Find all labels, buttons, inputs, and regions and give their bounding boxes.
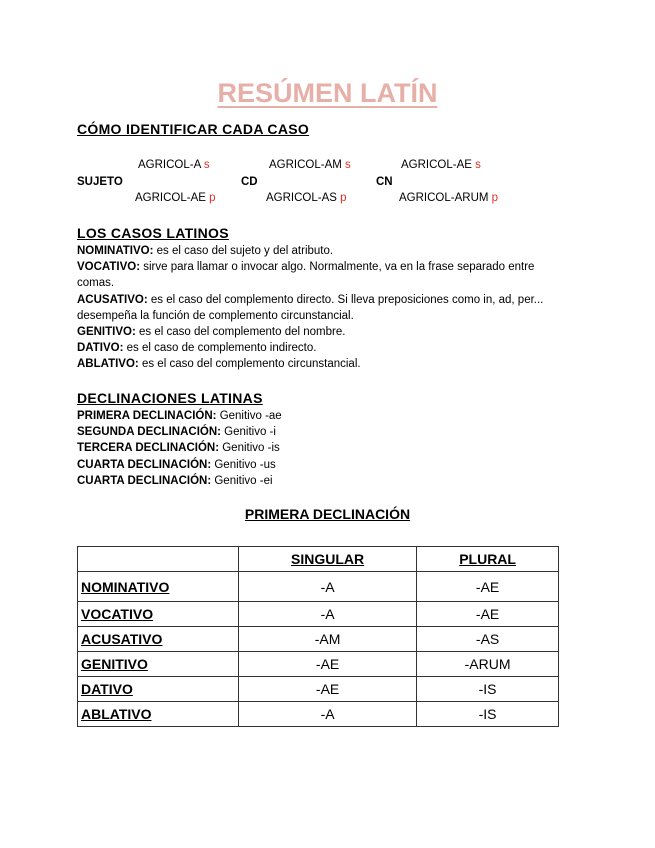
cd-label: CD	[241, 176, 258, 188]
sujeto-label: SUJETO	[77, 176, 123, 188]
section-heading-identify: CÓMO IDENTIFICAR CADA CASO	[77, 121, 310, 137]
table-row	[78, 677, 559, 702]
table-header-empty	[78, 547, 239, 572]
row-singular: -AM	[239, 627, 417, 652]
cd-plural: AGRICOL-AS p	[266, 192, 347, 204]
case-item: ACUSATIVO: es el caso del complemento directo. Si lleva preposiciones como in, ad, per... desempeña la función de complemento circunstancial.	[77, 293, 544, 322]
cn-plural: AGRICOL-ARUM p	[399, 192, 499, 204]
row-singular: -A	[239, 702, 417, 727]
case-item: NOMINATIVO: es el caso del sujeto y del atributo.	[77, 245, 334, 257]
cn-label: CN	[376, 176, 393, 188]
declension-item: PRIMERA DECLINACIÓN: Genitivo -ae	[77, 410, 282, 422]
declension-item: CUARTA DECLINACIÓN: Genitivo -ei	[77, 474, 273, 487]
table-header-plural: PLURAL	[417, 547, 559, 572]
table-row	[78, 627, 559, 652]
sujeto-singular: AGRICOL-A s	[138, 159, 210, 171]
row-plural: -IS	[417, 677, 559, 702]
table-row	[78, 572, 559, 602]
row-case: ACUSATIVO	[78, 627, 239, 652]
row-singular: -AE	[239, 677, 417, 702]
row-singular: -AE	[239, 652, 417, 677]
declension-item: SEGUNDA DECLINACIÓN: Genitivo -i	[77, 426, 276, 439]
cd-singular: AGRICOL-AM s	[269, 159, 351, 171]
table-row	[78, 602, 559, 627]
table-header-row	[78, 547, 559, 572]
row-case: ABLATIVO	[78, 702, 239, 727]
row-case: GENITIVO	[78, 652, 239, 677]
case-item: VOCATIVO: sirve para llamar o invocar algo. Normalmente, va en la frase separado entre comas.	[77, 261, 535, 290]
row-case: NOMINATIVO	[78, 572, 239, 602]
declension-item: CUARTA DECLINACIÓN: Genitivo -us	[77, 458, 276, 471]
declension-table	[77, 546, 559, 727]
row-plural: -AS	[417, 627, 559, 652]
section-heading-declensions: DECLINACIONES LATINAS	[77, 390, 263, 406]
declensions-list	[77, 408, 567, 489]
row-case: DATIVO	[78, 677, 239, 702]
row-plural: -AE	[417, 572, 559, 602]
row-plural: -AE	[417, 602, 559, 627]
section-heading-cases: LOS CASOS LATINOS	[77, 225, 229, 241]
row-plural: -ARUM	[417, 652, 559, 677]
declension-item: TERCERA DECLINACIÓN: Genitivo -is	[77, 442, 280, 455]
table-row	[78, 652, 559, 677]
cn-singular: AGRICOL-AE s	[401, 159, 481, 171]
table-header-singular: SINGULAR	[239, 547, 417, 572]
cases-list	[77, 243, 567, 373]
table-title: PRIMERA DECLINACIÓN	[244, 506, 411, 522]
row-plural: -IS	[417, 702, 559, 727]
row-singular: -A	[239, 602, 417, 627]
table-row	[78, 702, 559, 727]
row-case: VOCATIVO	[78, 602, 239, 627]
page-title: RESÚMEN LATÍN	[217, 78, 438, 108]
row-singular: -A	[239, 572, 417, 602]
sujeto-plural: AGRICOL-AE p	[135, 192, 216, 204]
case-item: DATIVO: es el caso de complemento indirecto.	[77, 342, 317, 355]
case-item: GENITIVO: es el caso del complemento del nombre.	[77, 326, 346, 339]
case-item: ABLATIVO: es el caso del complemento circunstancial.	[77, 358, 361, 371]
